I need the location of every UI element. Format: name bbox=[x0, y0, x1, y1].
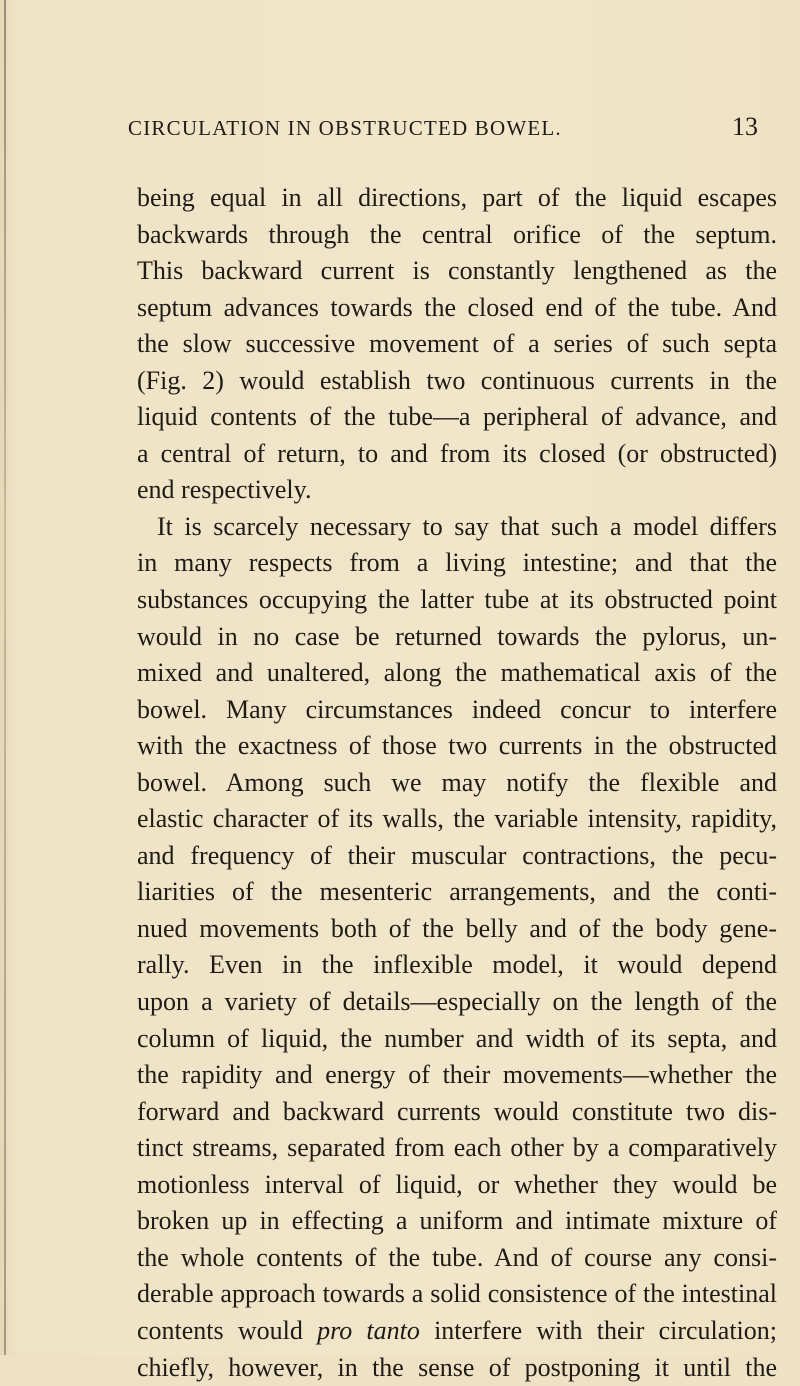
text-line: being equal in all directions, part of the liquid escapes bbox=[137, 180, 777, 217]
text-line: nued movements both of the belly and of the body gene- bbox=[137, 911, 777, 948]
page-number: 13 bbox=[732, 112, 758, 142]
text-line-paragraph-end: end respectively. bbox=[137, 472, 777, 509]
text-line: would in no case be returned towards the pylorus, un- bbox=[137, 619, 777, 656]
text-line: mixed and unaltered, along the mathematical axis of the bbox=[137, 655, 777, 692]
text-line: forward and backward currents would constitute two dis- bbox=[137, 1094, 777, 1131]
text-line: liarities of the mesenteric arrangements, and the conti- bbox=[137, 874, 777, 911]
text-line: derable approach towards a solid consistence of the intestinal bbox=[137, 1276, 777, 1313]
italic-phrase: pro tanto bbox=[317, 1316, 420, 1345]
text-line: motionless interval of liquid, or whether they would be bbox=[137, 1167, 777, 1204]
text-line: septum advances towards the closed end of the tube. And bbox=[137, 290, 777, 327]
text-line: liquid contents of the tube—a peripheral of advance, and bbox=[137, 399, 777, 436]
page-header bbox=[128, 116, 758, 148]
text-line: rally. Even in the inflexible model, it would depend bbox=[137, 947, 777, 984]
text-line: bowel. Among such we may notify the flexible and bbox=[137, 765, 777, 802]
text-line: the whole contents of the tube. And of course any consi- bbox=[137, 1240, 777, 1277]
body-text bbox=[137, 180, 777, 1386]
text-line: in many respects from a living intestine; and that the bbox=[137, 545, 777, 582]
text-line: bowel. Many circumstances indeed concur to interfere bbox=[137, 692, 777, 729]
text-line: (Fig. 2) would establish two continuous currents in the bbox=[137, 363, 777, 400]
text-line: a central of return, to and from its closed (or obstructed) bbox=[137, 436, 777, 473]
text-line: substances occupying the latter tube at its obstructed point bbox=[137, 582, 777, 619]
text-line: This backward current is constantly lengthened as the bbox=[137, 253, 777, 290]
text-line: backwards through the central orifice of the septum. bbox=[137, 217, 777, 254]
text-segment: contents would bbox=[137, 1316, 303, 1345]
text-line: column of liquid, the number and width of its septa, and bbox=[137, 1021, 777, 1058]
text-line: tinct streams, separated from each other by a comparatively bbox=[137, 1130, 777, 1167]
text-line: broken up in effecting a uniform and intimate mixture of bbox=[137, 1203, 777, 1240]
text-line: with the exactness of those two currents in the obstructed bbox=[137, 728, 777, 765]
page-gutter-edge bbox=[4, 0, 6, 1355]
text-segment: interfere with their circulation; bbox=[434, 1316, 777, 1345]
text-line-paragraph-start: It is scarcely necessary to say that such a model differs bbox=[137, 509, 777, 546]
text-line: elastic character of its walls, the variable intensity, rapidity, bbox=[137, 801, 777, 838]
text-line: chiefly, however, in the sense of postponing it until the bbox=[137, 1350, 777, 1386]
text-line: the rapidity and energy of their movements—whether the bbox=[137, 1057, 777, 1094]
text-line: and frequency of their muscular contractions, the pecu- bbox=[137, 838, 777, 875]
text-line: upon a variety of details—especially on the length of the bbox=[137, 984, 777, 1021]
text-line: the slow successive movement of a series of such septa bbox=[137, 326, 777, 363]
text-line-with-italic bbox=[137, 1313, 777, 1350]
running-head: CIRCULATION IN OBSTRUCTED BOWEL. bbox=[128, 116, 562, 141]
